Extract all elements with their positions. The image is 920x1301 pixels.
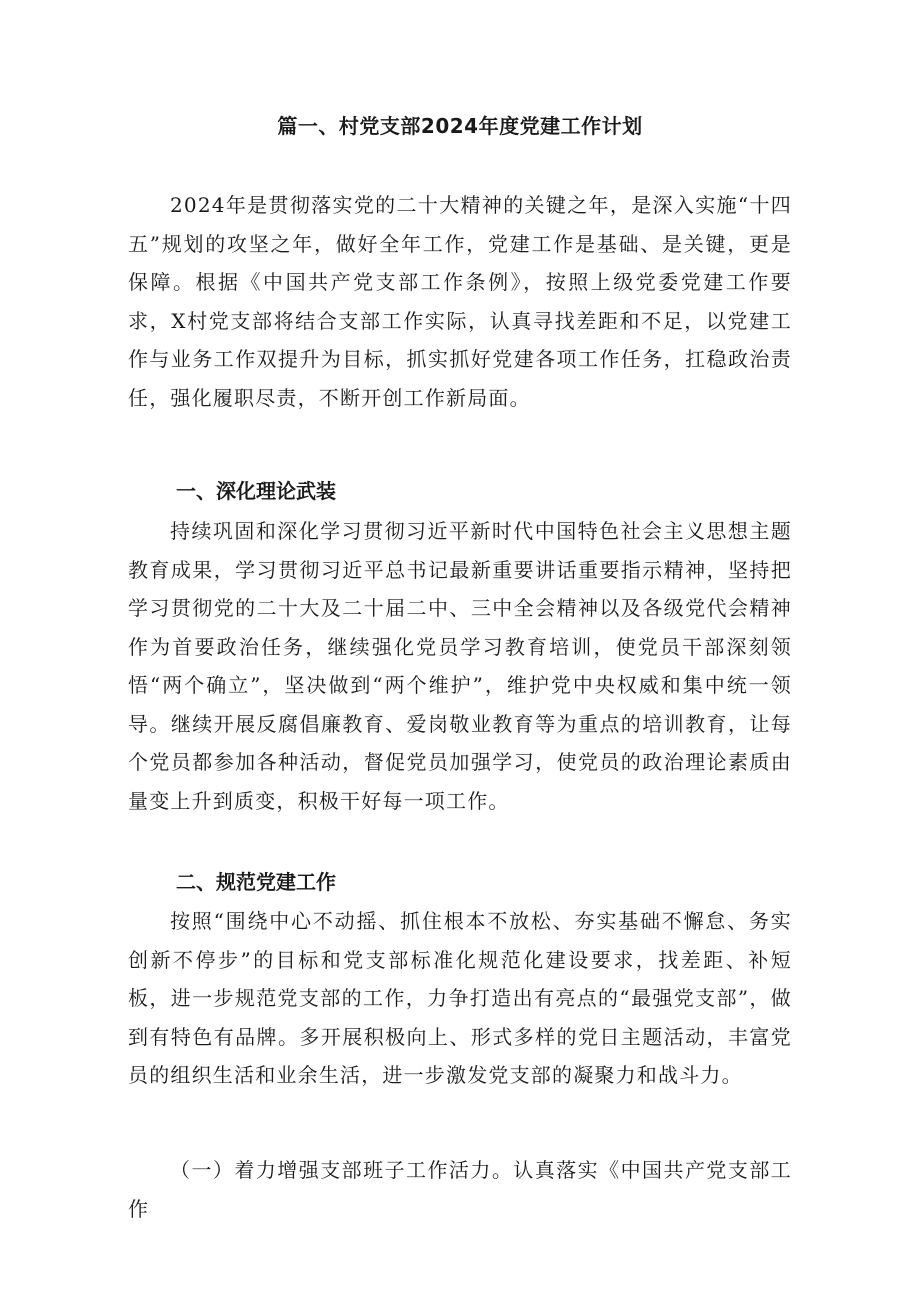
section-heading-theory: 一、深化理论武装 <box>176 479 336 503</box>
document-title: 篇一、村党支部2024年度党建工作计划 <box>277 114 643 138</box>
section-paragraph-theory: 持续巩固和深化学习贯彻习近平新时代中国特色社会主义思想主题教育成果，学习贯彻习近平总书记最新重要讲话重要指示精神，坚持把学习贯彻党的二十大及二十届二中、三中全会精神以及各级党代会精神作为首要政治任务，继续强化党员学习教育培训，使党员干部深刻领悟“两个确立”，坚决做到“两个维护”，维护党中央权威和集中统一领导。继续开展反腐倡廉教育、爱岗敬业教育等为重点的培训教育，让每个党员都参加各种活动，督促党员加强学习，使党员的政治理论素质由量变上升到质变，积极干好每一项工作。 <box>128 519 792 813</box>
section-paragraph-standardize: 按照“围绕中心不动摇、抓住根本不放松、夯实基础不懈怠、务实创新不停步”的目标和党支部标准化规范化建设要求，找差距、补短板，进一步规范党支部的工作，力争打造出有亮点的“最强党支部”，做到有特色有品牌。多开展积极向上、形式多样的党日主题活动，丰富党员的组织生活和业余生活，进一步激发党支部的凝聚力和战斗力。 <box>128 909 792 1087</box>
subsection-paragraph: （一）着力增强支部班子工作活力。认真落实《中国共产党支部工作 <box>128 1158 792 1221</box>
intro-paragraph: 2024年是贯彻落实党的二十大精神的关键之年，是深入实施“十四五”规划的攻坚之年，做好全年工作，党建工作是基础、是关键，更是保障。根据《中国共产党支部工作条例》，按照上级党委党建工作要求，X村党支部将结合支部工作实际，认真寻找差距和不足，以党建工作与业务工作双提升为目标，抓实抓好党建各项工作任务，扛稳政治责任，强化履职尽责，不断开创工作新局面。 <box>128 193 792 410</box>
section-heading-standardize: 二、规范党建工作 <box>176 870 336 894</box>
